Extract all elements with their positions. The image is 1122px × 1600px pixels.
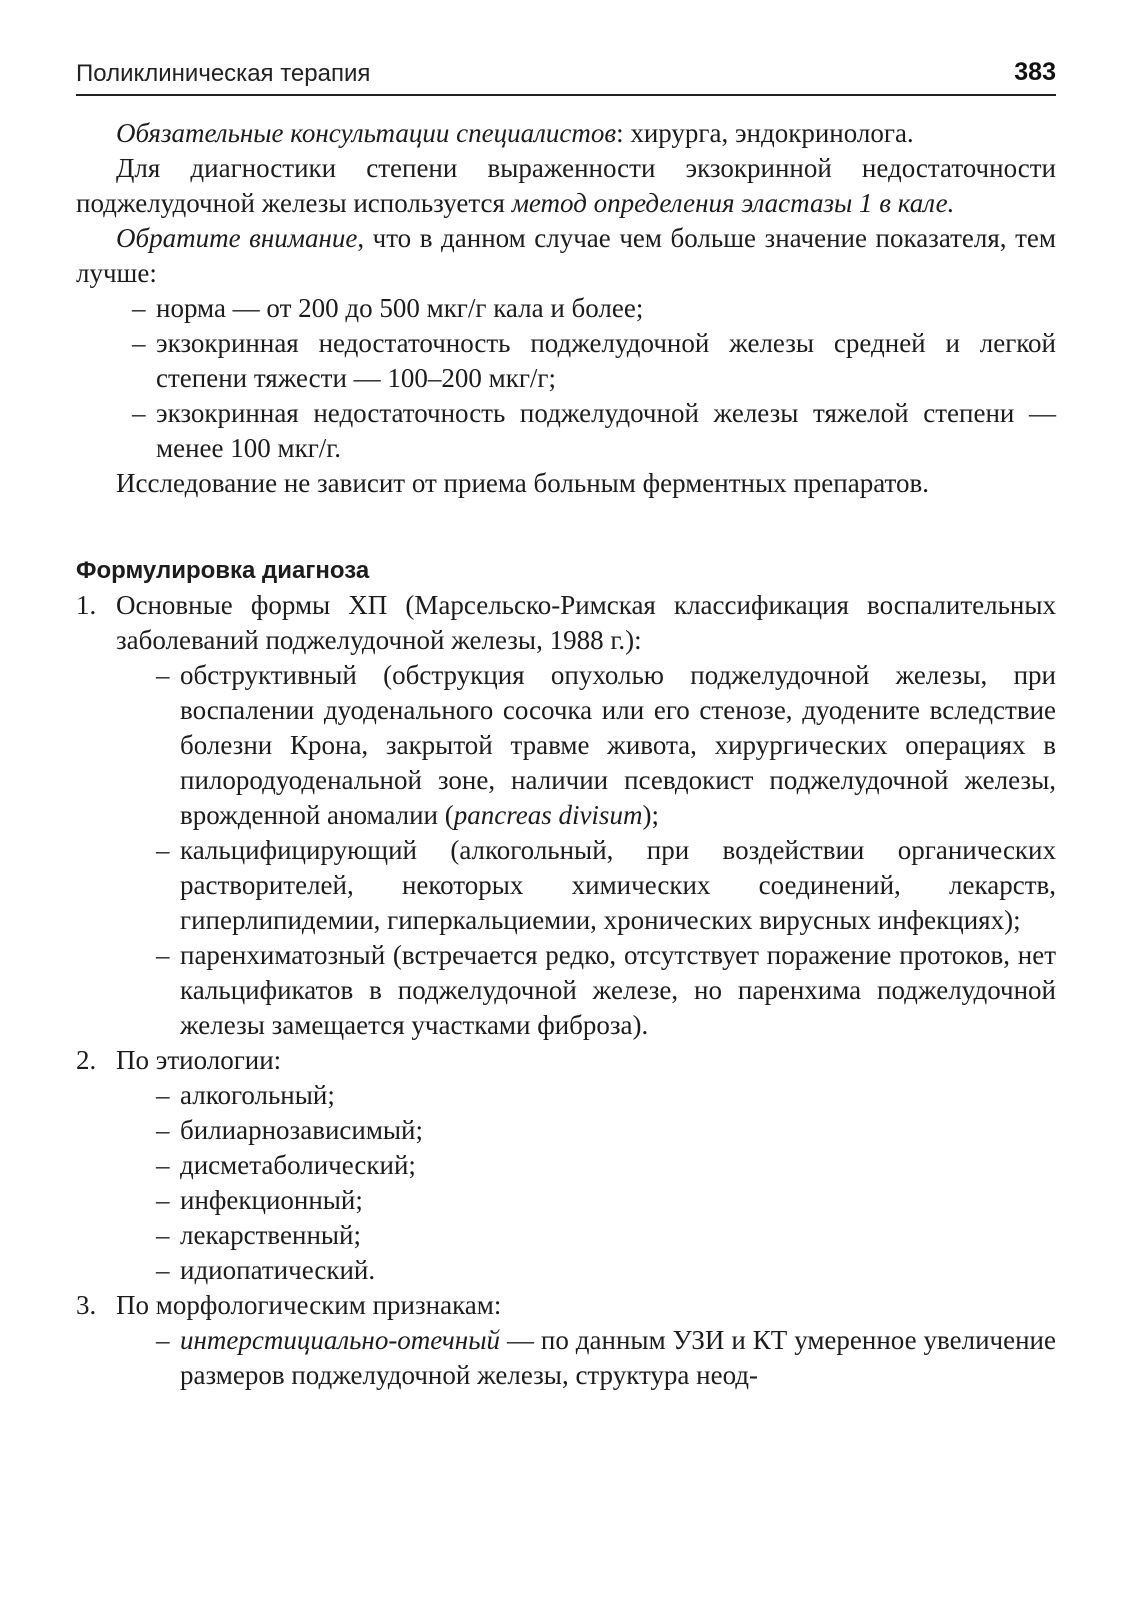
list-item: – кальцифицирующий (алкогольный, при воздействии органических растворителей, некоторых химических соединений, лекарств, гиперлипидемии, гиперкальциемии, хронических вирусных инфекциях);	[156, 833, 1056, 938]
elastase-values-list	[76, 291, 1056, 466]
list-item: – экзокринная недостаточность поджелудочной железы средней и легкой степени тяжести — 100–200 мкг/г;	[132, 326, 1056, 396]
list-item: – экзокринная недостаточность поджелудочной железы тяжелой степени — менее 100 мкг/г.	[132, 396, 1056, 466]
morphology-list	[116, 1323, 1056, 1393]
list-item: – идиопатический.	[156, 1253, 1056, 1288]
paragraph-elastase-method	[76, 151, 1056, 221]
consultations-text: : хирурга, эндокринолога.	[616, 118, 914, 148]
list-item-text-end: );	[642, 800, 659, 830]
numbered-item-3	[76, 1288, 1056, 1393]
pancreas-divisum-em: pancreas divisum	[453, 800, 643, 830]
page-number: 383	[1014, 58, 1056, 86]
attention-text: , что в данном случае чем больше значение показателя, тем лучше:	[76, 223, 1056, 288]
list-item: – лекарственный;	[156, 1218, 1056, 1253]
item-text: Основные формы ХП (Марсельско-Римская классификация воспалительных заболеваний поджелудочной железы, 1988 г.):	[116, 590, 1056, 655]
item-text: По этиологии:	[116, 1045, 282, 1075]
list-item	[156, 658, 1056, 833]
section-heading: Формулировка диагноза	[76, 557, 370, 584]
elastase-method-em: метод определения эластазы 1 в кале.	[511, 188, 955, 218]
elastase-text: Для диагностики степени выраженности экзокринной недостаточности поджелудочной железы используется	[76, 153, 1056, 218]
running-title: Поликлиническая терапия	[76, 60, 371, 87]
section-gap	[76, 501, 1056, 553]
forms-list	[116, 658, 1056, 1043]
numbered-item-1	[76, 588, 1056, 1043]
list-item-text: обструктивный (обструкция опухолью поджелудочной железы, при воспалении дуоденального сосочка или его стенозе, дуодените вследствие болезни Крона, закрытой травме живота, хирургических операциях в пилородуоденальной зоне, наличии псевдокист поджелудочной железы, врожденной аномалии (	[180, 660, 1056, 830]
paragraph-study-note: Исследование не зависит от приема больным ферментных препаратов.	[116, 468, 929, 498]
etiology-list	[116, 1078, 1056, 1288]
paragraph-consultations	[76, 116, 1056, 151]
list-item: – алкогольный;	[156, 1078, 1056, 1113]
list-item: – дисметаболический;	[156, 1148, 1056, 1183]
list-item	[156, 1323, 1056, 1393]
item-number: 1.	[76, 590, 97, 620]
diagnosis-numbered-list	[76, 588, 1056, 1393]
item-text: По морфологическим признакам:	[116, 1290, 502, 1320]
list-item: – инфекционный;	[156, 1183, 1056, 1218]
consultations-label: Обязательные консультации специалистов	[116, 118, 617, 148]
item-number: 2.	[76, 1045, 97, 1075]
page-body	[76, 116, 1056, 1393]
numbered-item-2	[76, 1043, 1056, 1288]
interstitial-em: интерстициально-отечный	[180, 1325, 500, 1355]
list-item: – паренхиматозный (встречается редко, отсутствует поражение протоков, нет кальцификатов в поджелудочной железе, но паренхима поджелудочной железы замещается участками фиброза).	[156, 938, 1056, 1043]
list-item-text: — по данным УЗИ и КТ умеренное увеличение размеров поджелудочной железы, структура неод-	[180, 1325, 1056, 1390]
list-item: – билиарнозависимый;	[156, 1113, 1056, 1148]
list-item: – норма — от 200 до 500 мкг/г кала и более;	[132, 291, 1056, 326]
page-header	[76, 60, 1056, 96]
attention-label: Обратите внимание	[116, 223, 358, 253]
paragraph-attention	[76, 221, 1056, 291]
item-number: 3.	[76, 1290, 97, 1320]
